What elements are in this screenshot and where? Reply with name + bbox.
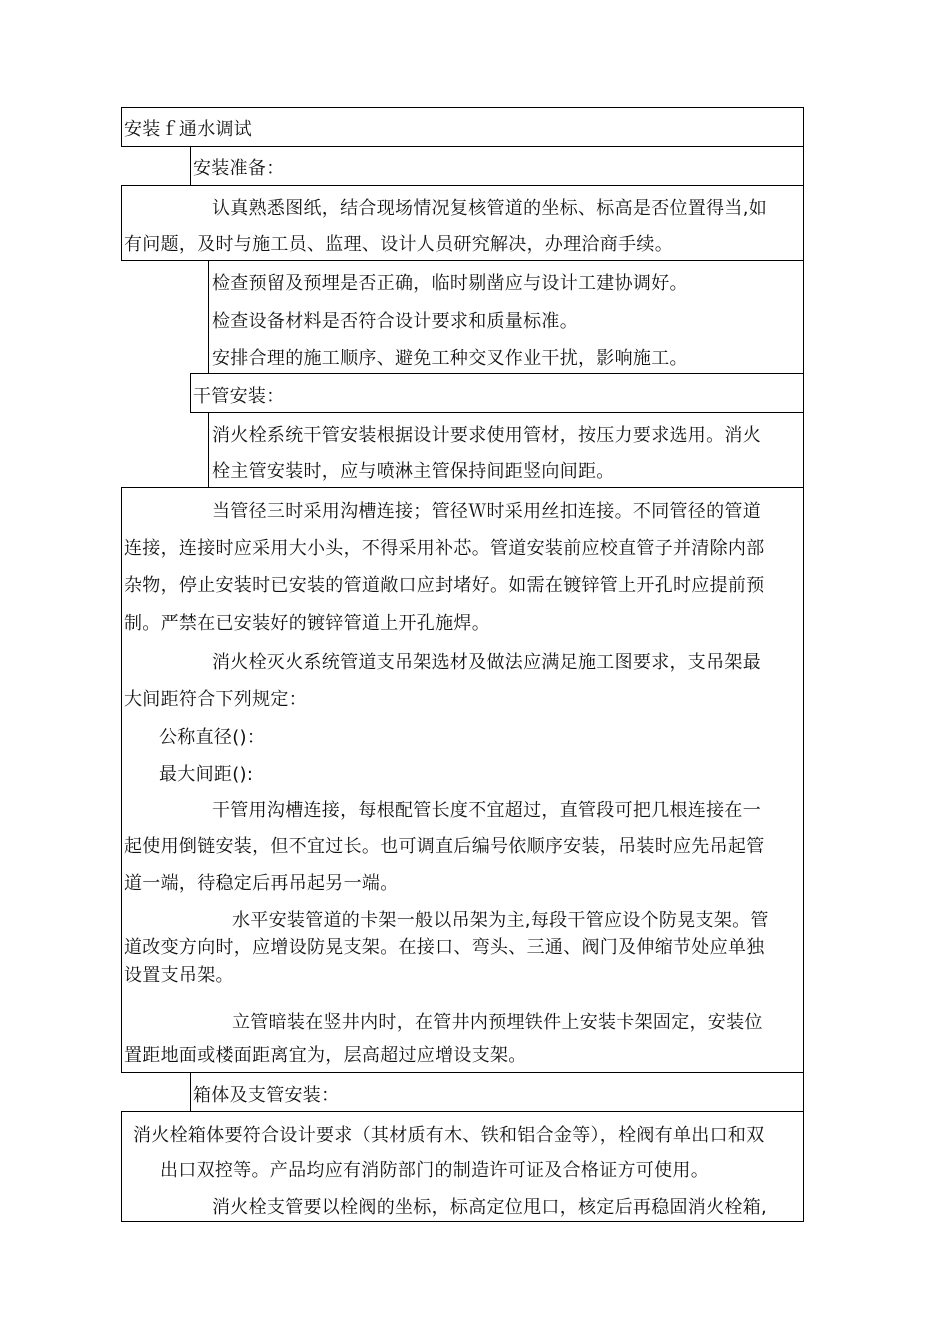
nominal-diameter-label: 公称直径()：: [159, 727, 266, 748]
horizontal-para-line: 道改变方向时，应增设防晃支架。在接口、弯头、三通、阀门及伸缩节处应单独: [124, 937, 765, 958]
groove-para-line: 道一端，待稳定后再吊起另一端。: [124, 873, 399, 894]
groove-para-line: 起使用倒链安装，但不宜过长。也可调直后编号依顺序安装，吊装时应先吊起管: [124, 836, 765, 857]
prep-check-item: 检查预留及预埋是否正确，临时剔凿应与设计工建协调好。: [212, 273, 688, 294]
max-spacing-label: 最大间距():: [159, 764, 254, 785]
support-para-line: 大间距符合下列规定：: [124, 689, 307, 710]
branch-para-line: 消火栓支管要以栓阀的坐标，标高定位甩口，核定后再稳固消火栓箱,: [212, 1197, 768, 1218]
prep-check-item: 安排合理的施工顺序、避免工种交叉作业干扰，影响施工。: [212, 348, 688, 369]
main-pipe-heading: 干管安装：: [193, 386, 285, 407]
groove-para-line: 干管用沟槽连接，每根配管长度不宜超过，直管段可把几根连接在一: [212, 800, 761, 821]
box-branch-heading: 箱体及支管安装：: [193, 1085, 340, 1106]
prep-check-item: 检查设备材料是否符合设计要求和质量标准。: [212, 311, 578, 332]
connect-para-line: 制。严禁在已安装好的镀锌管道上开孔施焊。: [124, 613, 490, 634]
section-title: 安装ｆ通水调试: [124, 119, 253, 140]
connect-para-line: 当管径三时采用沟槽连接；管径Ｗ时采用丝扣连接。不同管径的管道: [212, 501, 761, 522]
horizontal-para-line: 设置支吊架。: [124, 965, 234, 986]
box-para-line: 消火栓箱体要符合设计要求（其材质有木、铁和铝合金等），栓阀有单出口和双: [133, 1125, 765, 1146]
main-pipe-intro-line: 消火栓系统干管安装根据设计要求使用管材，按压力要求选用。消火: [212, 425, 761, 446]
prep-para-line: 认真熟悉图纸，结合现场情况复核管道的坐标、标高是否位置得当,如: [212, 198, 768, 219]
riser-para-line: 立管暗装在竖井内时，在管井内预埋铁件上安装卡架固定，安装位: [232, 1012, 763, 1033]
riser-para-line: 置距地面或楼面距离宜为，层高超过应增设支架。: [124, 1045, 527, 1066]
prep-para-line: 有问题，及时与施工员、监理、设计人员研究解决，办理洽商手续。: [124, 234, 673, 255]
main-pipe-intro-line: 栓主管安装时，应与喷淋主管保持间距竖向间距。: [212, 461, 615, 482]
connect-para-line: 杂物，停止安装时已安装的管道敞口应封堵好。如需在镀锌管上开孔时应提前预: [124, 575, 765, 596]
horizontal-para-line: 水平安装管道的卡架一般以吊架为主,每段干管应设个防晃支架。管: [232, 910, 769, 931]
connect-para-line: 连接，连接时应采用大小头，不得采用补芯。管道安装前应校直管子并清除内部: [124, 538, 765, 559]
support-para-line: 消火栓灭火系统管道支吊架选材及做法应满足施工图要求，支吊架最: [212, 652, 761, 673]
box-para-line: 出口双控等。产品均应有消防部门的制造许可证及合格证方可使用。: [160, 1160, 709, 1181]
prep-heading: 安装准备：: [193, 158, 285, 179]
